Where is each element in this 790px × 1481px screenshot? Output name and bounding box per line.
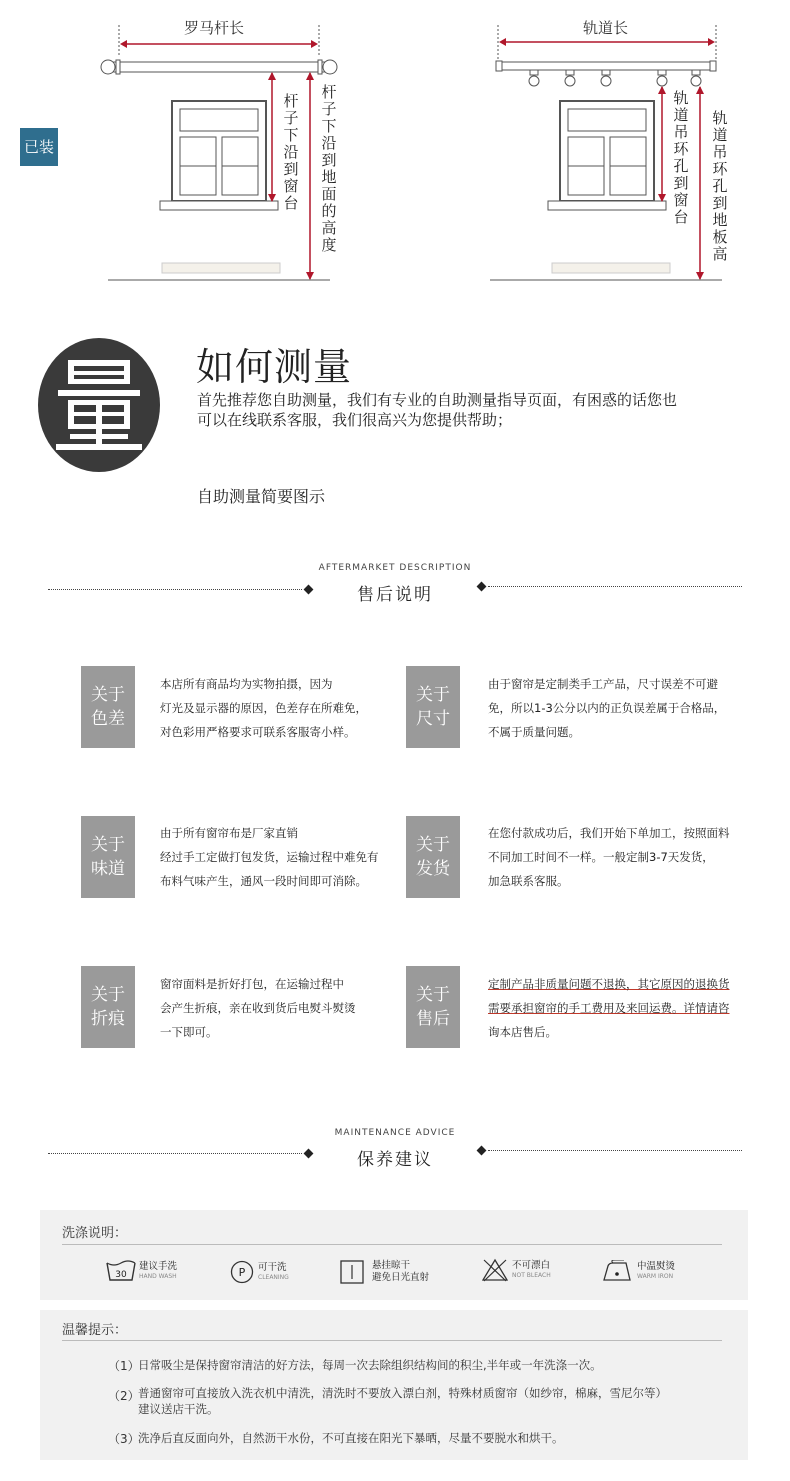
info-line: 对色彩用严格要求可联系客服寄小样。	[160, 725, 356, 739]
care-hang-dry	[340, 1260, 429, 1284]
tip-line: 建议送店干洗。	[138, 1402, 219, 1416]
care-label-en: NOT BLEACH	[512, 1272, 551, 1279]
wash-title: 洗涤说明：	[62, 1226, 128, 1241]
care-label-en: WARM IRON	[637, 1273, 674, 1280]
tip-number: （2）	[108, 1389, 140, 1403]
maintenance-en-title: MAINTENANCE ADVICE	[334, 1128, 456, 1138]
rod-to-floor-label: 杆 子 下 沿 到 地 面 的 高 度	[321, 83, 337, 254]
care-label: 避免日光直射	[372, 1272, 430, 1283]
info-box-label: 售后	[416, 1009, 450, 1029]
info-box-smell	[81, 816, 135, 898]
tip-line: 普通窗帘可直接放入洗衣机中清洗，清洗时不要放入漂白剂，特殊材质窗帘（如纱帘，棉麻，雪尼尔等）	[138, 1386, 667, 1400]
tip-number: （1）	[108, 1359, 140, 1373]
care-label: 中温熨烫	[637, 1261, 676, 1272]
info-text-smell	[160, 821, 379, 893]
info-box-label: 关于	[91, 685, 125, 705]
aftermarket-en-title: AFTERMARKET DESCRIPTION	[318, 563, 472, 573]
care-hand-wash-text	[139, 1261, 177, 1281]
care-dry-clean-text	[258, 1262, 289, 1282]
info-box-label: 关于	[416, 685, 450, 705]
measure-subtitle: 自助测量简要图示	[197, 487, 326, 506]
measure-description-line: 首先推荐您自助测量，我们有专业的自助测量指导页面，有困惑的话您也	[197, 391, 678, 409]
hand-wash-icon	[106, 1260, 136, 1282]
info-line: 由于所有窗帘布是厂家直销	[160, 826, 298, 840]
info-box-label: 关于	[91, 985, 125, 1005]
rod-to-sill-label: 杆 子 下 沿 到 窗 台	[283, 92, 299, 212]
track-length-label: 轨道长	[583, 19, 629, 37]
info-box-label: 色差	[91, 709, 125, 729]
info-line: 经过手工定做打包发货，运输过程中难免有	[160, 850, 379, 864]
rod-length-label: 罗马杆长	[184, 19, 245, 37]
info-line: 不属于质量问题。	[488, 725, 580, 739]
info-text-crease	[160, 972, 356, 1044]
info-box-label: 发货	[416, 859, 450, 879]
measure-description	[197, 390, 752, 430]
hook-to-sill-label: 轨 道 吊 环 孔 到 窗 台	[673, 89, 689, 226]
info-box-crease	[81, 966, 135, 1048]
measure-logo-glyph-icon	[38, 338, 160, 472]
care-iron	[602, 1260, 675, 1282]
hang-dry-icon	[340, 1260, 364, 1284]
tip-number: （3）	[108, 1432, 140, 1446]
measure-title: 如何测量	[196, 345, 353, 389]
hook-to-floor-label: 轨 道 吊 环 孔 到 地 板 高	[712, 109, 728, 263]
info-line: 定制产品非质量问题不退换，其它原因的退换货	[488, 977, 730, 991]
care-hand-wash	[106, 1260, 177, 1282]
dry-clean-icon	[230, 1260, 254, 1284]
info-box-label: 关于	[91, 835, 125, 855]
care-label: 悬挂晾干	[372, 1260, 411, 1271]
tips-title: 温馨提示：	[62, 1323, 128, 1338]
tip-line: 洗净后直反面向外，自然沥干水份，不可直接在阳光下暴晒，尽量不要脱水和烘干。	[138, 1431, 564, 1445]
info-box-label: 尺寸	[416, 709, 450, 729]
info-line: 会产生折痕，亲在收到货后电熨斗熨烫	[160, 1001, 356, 1015]
measure-description-line: 可以在线联系客服，我们很高兴为您提供帮助；	[197, 411, 513, 429]
info-box-shipping	[406, 816, 460, 898]
info-line: 询本店售后。	[488, 1025, 557, 1039]
care-hang-dry-text	[372, 1260, 429, 1284]
tip-text	[138, 1430, 738, 1446]
info-box-color	[81, 666, 135, 748]
info-line: 一下即可。	[160, 1025, 218, 1039]
care-label: 可干洗	[258, 1262, 287, 1273]
info-line: 灯光及显示器的原因，色差存在所难免，	[160, 701, 367, 715]
info-box-size	[406, 666, 460, 748]
care-label: 建议手洗	[139, 1261, 178, 1272]
divider	[488, 586, 742, 587]
info-line: 需要承担窗帘的手工费用及来回运费。详情请咨	[488, 1001, 730, 1015]
info-line: 在您付款成功后，我们开始下单加工，按照面料	[488, 826, 730, 840]
measure-logo	[38, 338, 160, 472]
info-box-label: 关于	[416, 985, 450, 1005]
hand-wash-temp: 30	[115, 1270, 127, 1280]
dry-clean-mark: P	[238, 1266, 246, 1279]
info-box-after-sale	[406, 966, 460, 1048]
info-line: 免，所以1-3公分以内的正负误差属于合格品，	[488, 701, 726, 715]
info-text-color	[160, 672, 367, 744]
iron-icon	[602, 1260, 632, 1282]
care-label: 不可漂白	[512, 1260, 551, 1271]
info-text-shipping	[488, 821, 730, 893]
installed-badge[interactable]: 已装	[20, 128, 58, 166]
info-line: 本店所有商品均为实物拍摄，因为	[160, 677, 333, 691]
tip-text	[138, 1357, 738, 1373]
aftermarket-title: 售后说明	[357, 585, 433, 605]
info-box-label: 关于	[416, 835, 450, 855]
wash-divider	[62, 1244, 722, 1245]
care-no-bleach-text	[512, 1260, 551, 1280]
info-text-after-sale	[488, 972, 730, 1044]
info-line: 由于窗帘是定制类手工产品，尺寸误差不可避	[488, 677, 718, 691]
care-dry-clean	[230, 1260, 289, 1284]
tip-text	[138, 1385, 738, 1417]
roman-rod-diagram	[100, 25, 340, 290]
care-no-bleach	[482, 1258, 551, 1282]
info-box-label: 折痕	[91, 1009, 125, 1029]
care-label-en: CLEANING	[258, 1274, 289, 1281]
track-diagram	[490, 25, 730, 290]
info-line: 窗帘面料是折好打包，在运输过程中	[160, 977, 344, 991]
maintenance-title: 保养建议	[357, 1150, 433, 1170]
info-box-label: 味道	[91, 859, 125, 879]
care-iron-text	[637, 1261, 675, 1281]
tips-panel	[40, 1310, 748, 1460]
divider	[488, 1150, 742, 1151]
tips-divider	[62, 1340, 722, 1341]
no-bleach-icon	[482, 1258, 508, 1282]
wash-panel	[40, 1210, 748, 1300]
info-line: 加急联系客服。	[488, 874, 569, 888]
info-line: 不同加工时间不一样。一般定制3-7天发货，	[488, 850, 714, 864]
care-label-en: HAND WASH	[139, 1273, 177, 1280]
tip-line: 日常吸尘是保持窗帘清洁的好方法，每周一次去除组织结构间的积尘,半年或一年洗涤一次。	[138, 1358, 602, 1372]
info-line: 布料气味产生，通风一段时间即可消除。	[160, 874, 367, 888]
info-text-size	[488, 672, 725, 744]
